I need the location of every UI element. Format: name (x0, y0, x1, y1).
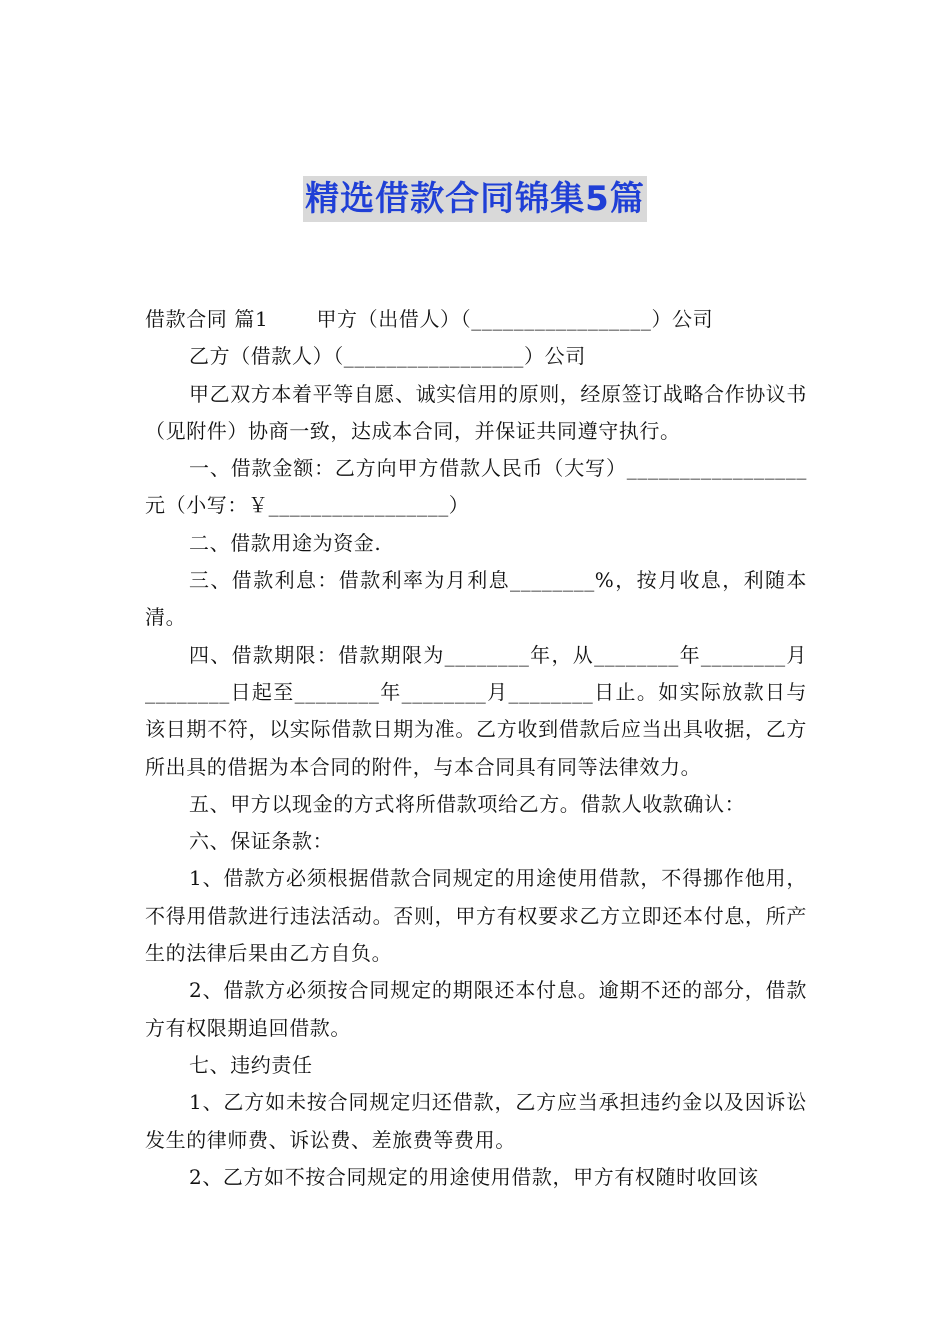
paragraph: 2、乙方如不按合同规定的用途使用借款，甲方有权随时收回该 (189, 1164, 759, 1189)
paragraph: 甲乙双方本着平等自愿、诚实信用的原则，经原签订战略合作协议书（见附件）协商一致，达成本合同，并保证共同遵守执行。 (145, 381, 807, 443)
paragraph: 三、借款利息：借款利率为月利息________%，按月收息，利随本清。 (145, 568, 807, 630)
paragraph: 六、保证条款： (189, 829, 334, 854)
paragraph: 2、借款方必须按合同规定的期限还本付息。逾期不还的部分，借款方有权限期追回借款。 (145, 978, 807, 1040)
paragraph: 乙方（借款人）（_________________）公司 (189, 344, 586, 369)
paragraph: 1、借款方必须根据借款合同规定的用途使用借款，不得挪作他用，不得用借款进行违法活动。否则，甲方有权要求乙方立即还本付息，所产生的法律后果由乙方自负。 (145, 866, 807, 966)
title-container (0, 176, 950, 222)
paragraph: 四、借款期限：借款期限为________年，从________年_______​_月________日起至________年________月________日止。如实际放款日与该日期不符，以实际借款日期为准。乙方收到借款后应当出具收据，乙方所出具的借据为本合同的附件，与本合同具有同等法律效力。 (145, 642, 807, 779)
paragraph: 借款合同 篇1 甲方（出借人）（_________________）公司 (145, 307, 714, 331)
document-title: 精选借款合同锦集5篇 (303, 176, 647, 222)
paragraph: 二、借款用途为资金. (189, 530, 382, 555)
paragraph: 1、乙方如未按合同规定归还借款，乙方应当承担违约金以及因诉讼发生的律师费、诉讼费、差旅费等费用。 (145, 1090, 807, 1152)
paragraph: 五、甲方以现金的方式将所借款项给乙方。借款人收款确认： (189, 791, 746, 816)
paragraph: 一、借款金额：乙方向甲方借款人民币（大写）_____________​____元（小写：￥_________________） (145, 456, 807, 518)
document-body (145, 301, 807, 1196)
paragraph: 七、违约责任 (189, 1052, 313, 1077)
